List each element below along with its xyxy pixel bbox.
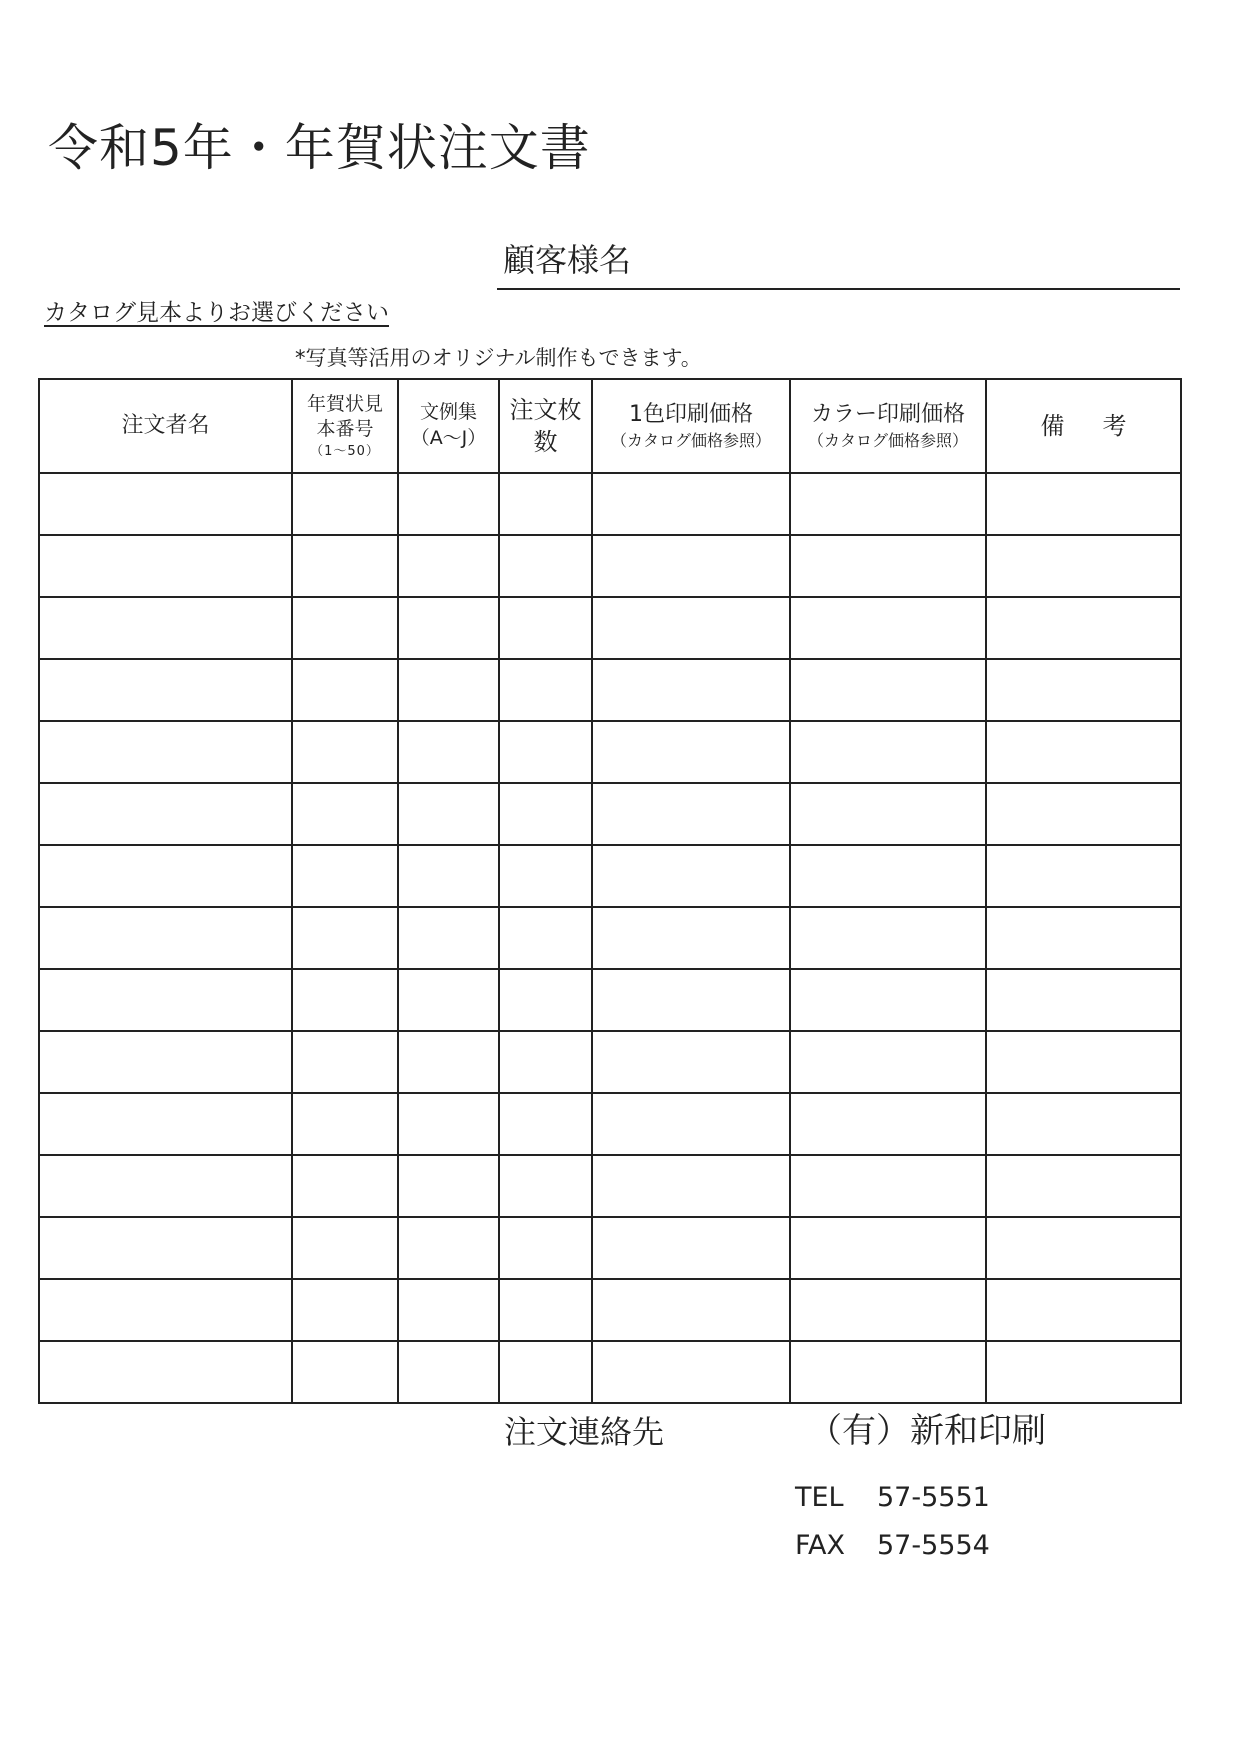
quantity-cell[interactable] (499, 1341, 592, 1403)
table-row (39, 1341, 1181, 1403)
color-price-cell[interactable] (790, 783, 986, 845)
quantity-cell[interactable] (499, 969, 592, 1031)
sample-number-cell[interactable] (292, 473, 398, 535)
orderer-name-cell[interactable] (39, 659, 292, 721)
quantity-cell[interactable] (499, 1279, 592, 1341)
color-price-cell[interactable] (790, 721, 986, 783)
quantity-cell[interactable] (499, 1093, 592, 1155)
quantity-cell[interactable] (499, 1155, 592, 1217)
color-price-cell[interactable] (790, 535, 986, 597)
sample-number-cell[interactable] (292, 1093, 398, 1155)
quantity-cell[interactable] (499, 535, 592, 597)
table-row (39, 907, 1181, 969)
orderer-name-cell[interactable] (39, 845, 292, 907)
photo-option-note: *写真等活用のオリジナル制作もできます。 (295, 346, 702, 370)
mono-price-cell[interactable] (592, 845, 790, 907)
fax-label: FAX (795, 1530, 846, 1561)
orderer-name-cell[interactable] (39, 473, 292, 535)
color-price-cell[interactable] (790, 473, 986, 535)
sample-number-cell[interactable] (292, 969, 398, 1031)
order-table-body (39, 473, 1181, 1403)
mono-price-cell[interactable] (592, 969, 790, 1031)
mono-price-cell[interactable] (592, 1279, 790, 1341)
company-name: （有）新和印刷 (808, 1411, 1046, 1451)
table-row (39, 1217, 1181, 1279)
remarks-cell[interactable] (986, 597, 1181, 659)
order-table (38, 378, 1182, 1404)
remarks-cell[interactable] (986, 845, 1181, 907)
table-row (39, 1093, 1181, 1155)
table-row (39, 721, 1181, 783)
mono-price-cell[interactable] (592, 597, 790, 659)
color-price-cell[interactable] (790, 1279, 986, 1341)
table-row (39, 1155, 1181, 1217)
text-example-cell[interactable] (398, 1093, 499, 1155)
table-row (39, 969, 1181, 1031)
header-quantity: 注文枚 数 (499, 379, 592, 473)
remarks-cell[interactable] (986, 535, 1181, 597)
sample-number-cell[interactable] (292, 1341, 398, 1403)
text-example-cell[interactable] (398, 1341, 499, 1403)
color-price-cell[interactable] (790, 1341, 986, 1403)
color-price-cell[interactable] (790, 969, 986, 1031)
header-mono-price: 1色印刷価格 （カタログ価格参照） (592, 379, 790, 473)
quantity-cell[interactable] (499, 473, 592, 535)
page-title: 令和5年・年賀状注文書 (48, 119, 591, 177)
text-example-cell[interactable] (398, 1031, 499, 1093)
fax-row (795, 1528, 990, 1564)
header-orderer-name: 注文者名 (39, 379, 292, 473)
orderer-name-cell[interactable] (39, 907, 292, 969)
tel-label: TEL (795, 1482, 844, 1513)
orderer-name-cell[interactable] (39, 1155, 292, 1217)
contact-label: 注文連絡先 (504, 1413, 665, 1451)
orderer-name-cell[interactable] (39, 969, 292, 1031)
table-row (39, 783, 1181, 845)
orderer-name-cell[interactable] (39, 1031, 292, 1093)
remarks-cell[interactable] (986, 783, 1181, 845)
customer-name-field[interactable] (497, 238, 1180, 290)
sample-number-cell[interactable] (292, 783, 398, 845)
sample-number-cell[interactable] (292, 659, 398, 721)
mono-price-cell[interactable] (592, 1217, 790, 1279)
remarks-cell[interactable] (986, 473, 1181, 535)
mono-price-cell[interactable] (592, 1341, 790, 1403)
color-price-cell[interactable] (790, 597, 986, 659)
quantity-cell[interactable] (499, 1031, 592, 1093)
table-row (39, 535, 1181, 597)
sample-number-cell[interactable] (292, 1279, 398, 1341)
orderer-name-cell[interactable] (39, 1093, 292, 1155)
orderer-name-cell[interactable] (39, 783, 292, 845)
mono-price-cell[interactable] (592, 1155, 790, 1217)
quantity-cell[interactable] (499, 721, 592, 783)
sample-number-cell[interactable] (292, 721, 398, 783)
orderer-name-cell[interactable] (39, 1279, 292, 1341)
sample-number-cell[interactable] (292, 597, 398, 659)
color-price-cell[interactable] (790, 907, 986, 969)
catalog-instruction: カタログ見本よりお選びください (44, 300, 389, 326)
color-price-cell[interactable] (790, 1093, 986, 1155)
mono-price-cell[interactable] (592, 1093, 790, 1155)
table-row (39, 473, 1181, 535)
mono-price-cell[interactable] (592, 659, 790, 721)
color-price-cell[interactable] (790, 659, 986, 721)
mono-price-cell[interactable] (592, 783, 790, 845)
text-example-cell[interactable] (398, 845, 499, 907)
remarks-cell[interactable] (986, 1031, 1181, 1093)
remarks-cell[interactable] (986, 907, 1181, 969)
quantity-cell[interactable] (499, 907, 592, 969)
color-price-cell[interactable] (790, 1217, 986, 1279)
text-example-cell[interactable] (398, 783, 499, 845)
quantity-cell[interactable] (499, 1217, 592, 1279)
header-text-example: 文例集 （A～J） (398, 379, 499, 473)
text-example-cell[interactable] (398, 1279, 499, 1341)
mono-price-cell[interactable] (592, 907, 790, 969)
sample-number-cell[interactable] (292, 845, 398, 907)
text-example-cell[interactable] (398, 1155, 499, 1217)
text-example-cell[interactable] (398, 659, 499, 721)
text-example-cell[interactable] (398, 535, 499, 597)
tel-number: 57-5551 (877, 1482, 990, 1513)
text-example-cell[interactable] (398, 721, 499, 783)
orderer-name-cell[interactable] (39, 1217, 292, 1279)
text-example-cell[interactable] (398, 597, 499, 659)
quantity-cell[interactable] (499, 783, 592, 845)
color-price-cell[interactable] (790, 845, 986, 907)
fax-number: 57-5554 (877, 1530, 990, 1561)
remarks-cell[interactable] (986, 969, 1181, 1031)
text-example-cell[interactable] (398, 473, 499, 535)
remarks-cell[interactable] (986, 1279, 1181, 1341)
remarks-cell[interactable] (986, 1341, 1181, 1403)
sample-number-cell[interactable] (292, 1217, 398, 1279)
text-example-cell[interactable] (398, 969, 499, 1031)
header-sample-number: 年賀状見 本番号 （1～50） (292, 379, 398, 473)
header-color-price: カラー印刷価格 （カタログ価格参照） (790, 379, 986, 473)
color-price-cell[interactable] (790, 1031, 986, 1093)
remarks-cell[interactable] (986, 721, 1181, 783)
orderer-name-cell[interactable] (39, 597, 292, 659)
header-remarks: 備考 (986, 379, 1181, 473)
orderer-name-cell[interactable] (39, 1341, 292, 1403)
quantity-cell[interactable] (499, 659, 592, 721)
remarks-cell[interactable] (986, 1093, 1181, 1155)
table-header-row (39, 379, 1181, 473)
orderer-name-cell[interactable] (39, 721, 292, 783)
text-example-cell[interactable] (398, 907, 499, 969)
sample-number-cell[interactable] (292, 1031, 398, 1093)
sample-number-cell[interactable] (292, 535, 398, 597)
mono-price-cell[interactable] (592, 473, 790, 535)
table-row (39, 597, 1181, 659)
tel-row (795, 1480, 990, 1516)
mono-price-cell[interactable] (592, 1031, 790, 1093)
remarks-cell[interactable] (986, 1155, 1181, 1217)
mono-price-cell[interactable] (592, 721, 790, 783)
mono-price-cell[interactable] (592, 535, 790, 597)
orderer-name-cell[interactable] (39, 535, 292, 597)
table-row (39, 659, 1181, 721)
color-price-cell[interactable] (790, 1155, 986, 1217)
remarks-cell[interactable] (986, 659, 1181, 721)
quantity-cell[interactable] (499, 597, 592, 659)
table-row (39, 845, 1181, 907)
table-row (39, 1279, 1181, 1341)
remarks-cell[interactable] (986, 1217, 1181, 1279)
customer-name-label: 顧客様名 (503, 241, 632, 279)
sample-number-cell[interactable] (292, 1155, 398, 1217)
quantity-cell[interactable] (499, 845, 592, 907)
text-example-cell[interactable] (398, 1217, 499, 1279)
sample-number-cell[interactable] (292, 907, 398, 969)
table-row (39, 1031, 1181, 1093)
